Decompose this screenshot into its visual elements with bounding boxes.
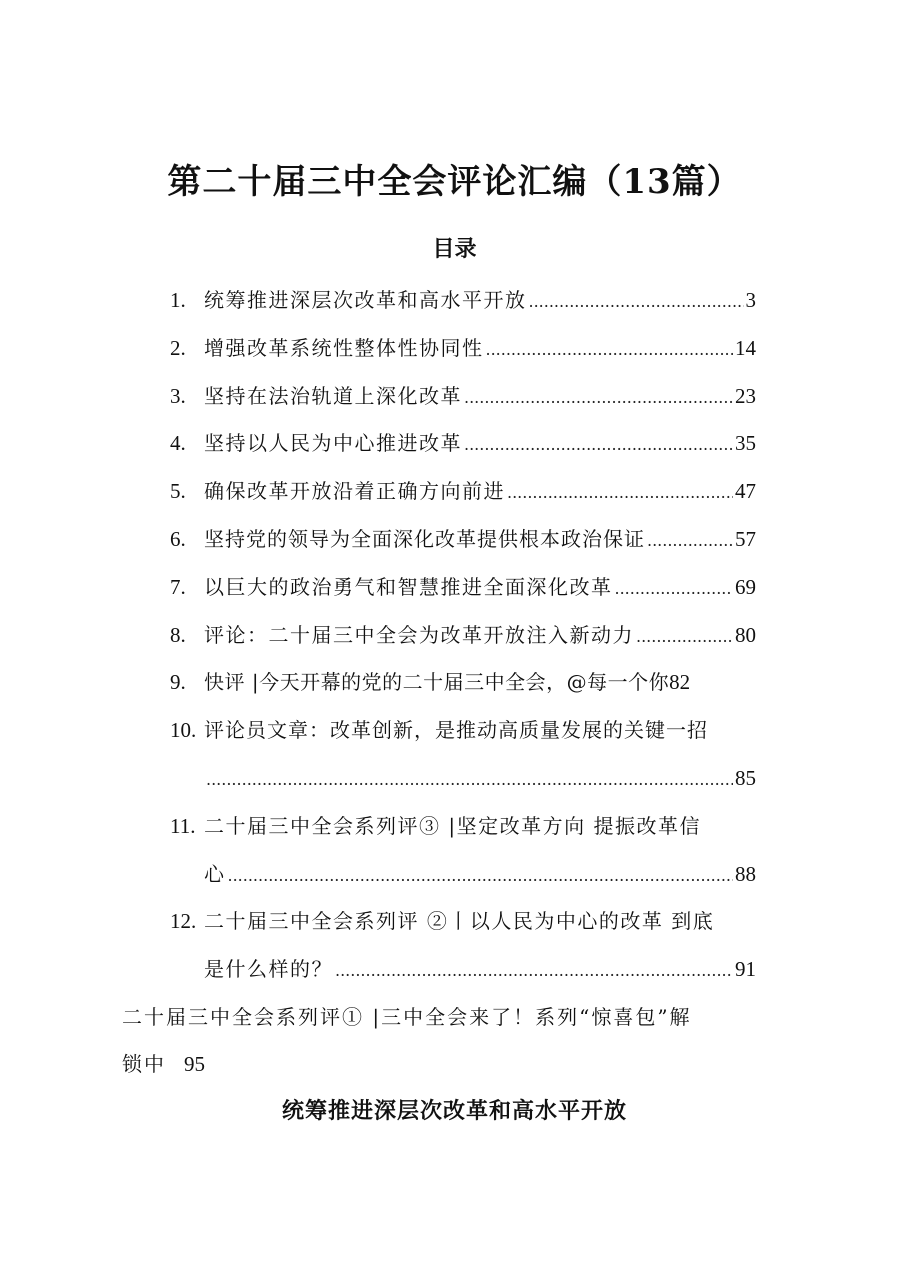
toc-entry-title-continued: 是什么样的？ [204,957,333,981]
toc-leader-dots [507,475,733,511]
toc-extra-entry[interactable] [122,999,802,1035]
toc-entry-title: 二十届三中全会系列评③ |坚定改革方向 提振改革信 [204,814,701,838]
section-title: 统筹推进深层次改革和高水平开放 [281,1098,627,1124]
toc-leader-dots [464,427,733,463]
toc-entry-page: 57 [735,527,756,551]
toc-entry-number: 7. [170,575,186,599]
toc-entry[interactable] [170,378,756,414]
toc-leader-dots [647,523,733,559]
toc-entry-page: 69 [735,575,756,599]
toc-entry-number: 2. [170,336,186,360]
toc-entry-page: 88 [735,862,756,886]
toc-entry-title: 评论：二十届三中全会为改革开放注入新动力 [204,623,634,647]
toc-leader-dots [335,953,733,989]
toc-entry[interactable] [170,617,756,653]
toc-entry-page: 3 [745,288,756,312]
toc-entry-number: 5. [170,479,186,503]
toc-entry[interactable] [170,712,790,748]
toc-entry-title: 坚持党的领导为全面深化改革提供根本政治保证 [204,527,645,551]
toc-entry-page: 47 [735,479,756,503]
toc-entry-continuation[interactable] [204,760,756,796]
toc-entry-page: 80 [735,623,756,647]
toc-entry-page: 82 [669,670,691,694]
toc-entry[interactable] [170,521,756,557]
toc-entry-number: 4. [170,431,186,455]
toc-entry-continuation[interactable] [204,856,756,892]
toc-leader-dots [206,762,733,798]
toc-entry-page: 14 [735,336,756,360]
toc-entry-page: 23 [735,384,756,408]
toc-leader-dots [464,380,733,416]
toc-entry-title: 增强改革系统性整体性协同性 [204,336,484,360]
toc-leader-dots [529,284,744,320]
toc-entry-continuation[interactable] [204,951,756,987]
toc-entry-number: 10. [170,718,197,742]
toc-entry[interactable] [170,569,756,605]
toc-leader-dots [636,619,733,655]
toc-entry-page: 35 [735,431,756,455]
toc-entry-title: 以巨大的政治勇气和智慧推进全面深化改革 [204,575,613,599]
toc-entry-title: 快评 |今天开幕的党的二十届三中全会，@每一个你 [204,670,670,694]
toc-entry-page: 91 [735,957,756,981]
toc-entry-number: 1. [170,288,186,312]
toc-entry-title: 评论员文章：改革创新，是推动高质量发展的关键一招 [204,718,708,742]
toc-entry-number: 8. [170,623,186,647]
toc-extra-entry-title-continued: 锁中 [122,1052,166,1076]
toc-entry[interactable] [170,664,790,700]
toc-entry[interactable] [170,903,790,939]
toc-entry-number: 6. [170,527,186,551]
toc-entry-title: 统筹推进深层次改革和高水平开放 [204,288,527,312]
toc-extra-entry-continuation[interactable] [122,1046,802,1082]
toc-leader-dots [228,858,734,894]
toc-entry-title: 坚持以人民为中心推进改革 [204,431,462,455]
toc-entry-number: 3. [170,384,186,408]
toc-extra-entry-page: 95 [184,1052,205,1076]
toc-heading: 目录 [432,236,477,262]
toc-entry-number: 12. [170,909,197,933]
toc-entry-title: 坚持在法治轨道上深化改革 [204,384,462,408]
toc-entry[interactable] [170,330,756,366]
toc-entry-number: 11. [170,814,196,838]
toc-entry-number: 9. [170,670,186,694]
document-title: 第二十届三中全会评论汇编（13篇） [167,162,742,202]
toc-leader-dots [615,571,734,607]
toc-entry[interactable] [170,808,790,844]
toc-entry[interactable] [170,425,756,461]
toc-entry-title: 二十届三中全会系列评 ②丨以人民为中心的改革 到底 [204,909,715,933]
toc-entry-page: 85 [735,766,756,790]
toc-entry[interactable] [170,282,756,318]
toc-leader-dots [486,332,734,368]
toc-extra-entry-title: 二十届三中全会系列评① |三中全会来了！系列“惊喜包”解 [122,1005,692,1029]
toc-entry-title-continued: 心 [204,862,226,886]
toc-entry-title: 确保改革开放沿着正确方向前进 [204,479,505,503]
toc-entry[interactable] [170,473,756,509]
